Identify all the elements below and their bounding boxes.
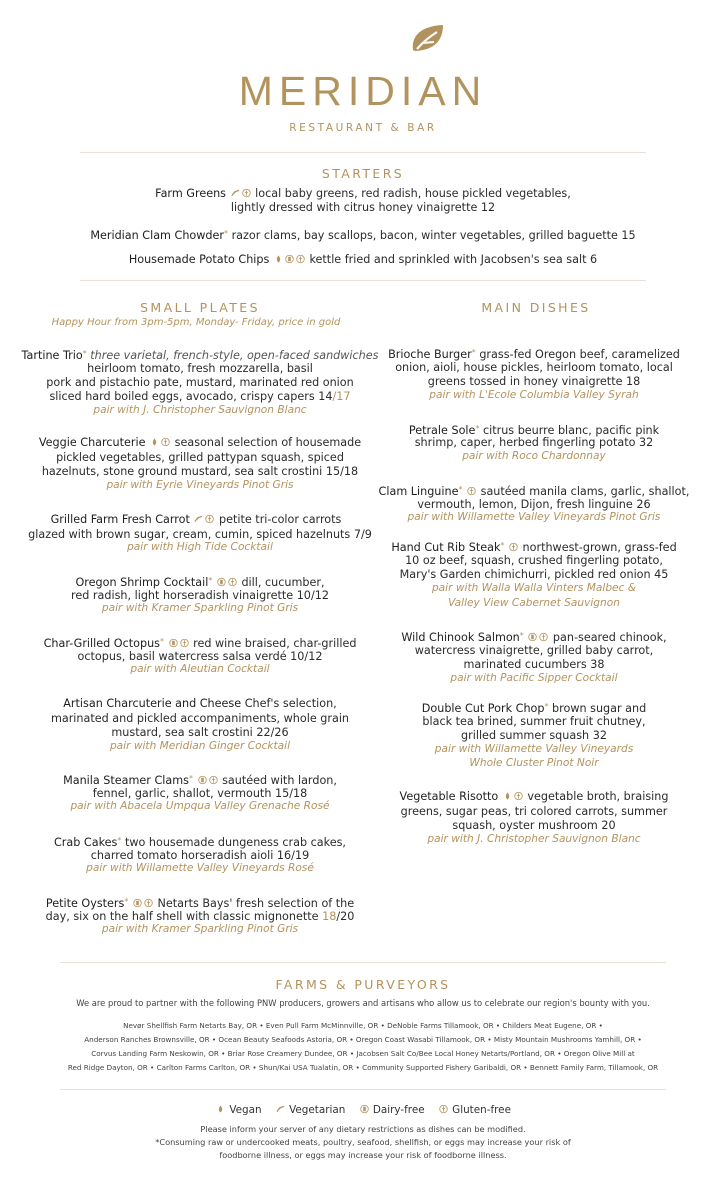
hh-price-value: 26 bbox=[274, 726, 289, 739]
restaurant-tagline: RESTAURANT & BAR bbox=[289, 122, 437, 134]
hh-price-value: 9 bbox=[364, 528, 372, 541]
farms-intro: We are proud to partner with the following PNW producers, growers and artisans who allow us to celebrate our region's bounty with you. bbox=[76, 998, 650, 1008]
dairy-free-icon bbox=[285, 254, 294, 264]
wine-pairing: pair with L'Ecole Columbia Valley Syrah bbox=[429, 389, 639, 401]
asterisk-mark: * bbox=[519, 631, 524, 640]
item-text: mustard, sea salt crostini bbox=[111, 726, 257, 739]
sprout-icon bbox=[194, 514, 203, 524]
item-name: Clam Linguine bbox=[378, 485, 459, 498]
item-description: heirloom tomato, fresh mozzarella, basil bbox=[87, 362, 313, 375]
main-dishes-heading: MAIN DISHES bbox=[481, 300, 591, 315]
item-name: Crab Cakes bbox=[54, 836, 118, 849]
gluten-free-icon bbox=[296, 254, 305, 264]
item-name: Artisan Charcuterie and Cheese bbox=[63, 697, 242, 710]
starters-heading: STARTERS bbox=[321, 166, 405, 181]
item-description: vegetable broth, braising bbox=[527, 790, 669, 803]
asterisk-mark: * bbox=[475, 424, 480, 433]
item-name: Manila Steamer Clams bbox=[63, 774, 189, 787]
asterisk-mark: * bbox=[160, 637, 164, 646]
dairy-free-icon bbox=[360, 1104, 369, 1114]
wine-pairing: Whole Cluster Pinot Noir bbox=[469, 757, 599, 769]
gluten-free-icon bbox=[439, 1104, 448, 1114]
hh-price-value: 18 bbox=[343, 465, 359, 478]
divider bbox=[60, 1089, 666, 1090]
farms-list: Red Ridge Dayton, OR • Carlton Farms Carlton, OR • Shun/Kai USA Tualatin, OR • Community Supported Fishery Garibaldi, OR • Bennett Family Farm, Tillamook, OR bbox=[67, 1063, 659, 1072]
wine-pairing: pair with High Tide Cocktail bbox=[127, 541, 273, 553]
hh-price-value: 20 bbox=[340, 910, 355, 923]
happy-hour-note: Happy Hour from 3pm-5pm, Monday- Friday, price in gold bbox=[51, 317, 341, 328]
wine-pairing: pair with Walla Walla Vinters Malbec & bbox=[431, 582, 637, 594]
gluten-free-icon bbox=[209, 775, 218, 785]
item-text: glazed with brown sugar, cream, cumin, spiced hazelnuts bbox=[28, 528, 354, 541]
wine-pairing: pair with Abacela Umpqua Valley Grenache Rosé bbox=[70, 800, 330, 812]
item-description: grass-fed Oregon beef, caramelized bbox=[479, 348, 680, 361]
item-description: black tea brined, summer fruit chutney, bbox=[422, 715, 646, 728]
price: 18 bbox=[322, 910, 337, 923]
item-description: glazed with brown sugar, cream, cumin, spiced hazelnuts 7/9 bbox=[28, 528, 372, 541]
item-description: fennel, garlic, shallot, vermouth 15/18 bbox=[92, 787, 308, 800]
legend-vegetarian: Vegetarian bbox=[289, 1104, 346, 1116]
gluten-free-icon bbox=[205, 514, 214, 524]
item-description: northwest-grown, grass-fed bbox=[522, 541, 677, 554]
item-name: Meridian Clam Chowder bbox=[90, 229, 224, 242]
asterisk-mark: * bbox=[544, 702, 549, 711]
price: 7 bbox=[353, 528, 361, 541]
item-description bbox=[0, 389, 400, 404]
gluten-free-icon bbox=[539, 632, 548, 642]
dietary-note: Please inform your server of any dietary restrictions as dishes can be modified. bbox=[200, 1124, 526, 1134]
vegan-icon bbox=[274, 254, 283, 264]
small-plate-veggie-charcuterie bbox=[0, 435, 400, 450]
main-vegetable-risotto bbox=[360, 789, 708, 804]
item-description: marinated and pickled accompaniments, whole grain bbox=[50, 712, 350, 725]
gluten-free-icon bbox=[514, 791, 523, 801]
item-description: octopus, basil watercress salsa verdé 10/12 bbox=[77, 650, 323, 663]
starter-farm-greens bbox=[0, 186, 726, 201]
item-name: Grilled Farm Fresh Carrot bbox=[50, 513, 190, 526]
item-name: Brioche Burger bbox=[388, 348, 472, 361]
item-description: petite tri-color carrots bbox=[219, 513, 342, 526]
asterisk-mark: * bbox=[188, 774, 193, 783]
item-description: Chef's selection, bbox=[244, 697, 337, 710]
price: 15 bbox=[274, 787, 290, 800]
item-text: fennel, garlic, shallot, vermouth bbox=[92, 787, 275, 800]
item-name: Petite Oysters bbox=[45, 897, 125, 910]
wine-pairing: pair with Roco Chardonnay bbox=[462, 450, 606, 462]
gluten-free-icon bbox=[242, 188, 251, 198]
item-text: charred tomato horseradish aioli bbox=[90, 849, 277, 862]
item-name: Farm Greens bbox=[155, 187, 226, 200]
hh-price: /17 bbox=[332, 390, 351, 403]
wine-pairing: pair with Willamette Valley Vineyards Pinot Gris bbox=[407, 511, 661, 523]
restaurant-name: MERIDIAN bbox=[238, 68, 488, 114]
item-name: Tartine Trio bbox=[21, 349, 83, 362]
wine-pairing: pair with Meridian Ginger Cocktail bbox=[109, 740, 291, 752]
item-description: greens tossed in honey vinaigrette 18 bbox=[427, 375, 641, 388]
item-description: Netarts Bays' fresh selection of the bbox=[157, 897, 355, 910]
divider bbox=[60, 962, 666, 963]
item-description: razor clams, bay scallops, bacon, winter vegetables, grilled baguette 15 bbox=[231, 229, 636, 242]
item-description: seasonal selection of housemade bbox=[174, 436, 362, 449]
gluten-free-icon bbox=[180, 638, 189, 648]
item-name: Petrale Sole bbox=[408, 424, 476, 437]
item-description: day, six on the half shell with classic mignonette 18/20 bbox=[45, 910, 355, 923]
legend-gluten-free: Gluten-free bbox=[452, 1104, 511, 1116]
item-name: Double Cut Pork Chop bbox=[421, 702, 545, 715]
price: 16 bbox=[276, 849, 292, 862]
dairy-free-icon bbox=[169, 638, 178, 648]
gluten-free-icon bbox=[161, 437, 170, 447]
item-description: pan-seared chinook, bbox=[552, 631, 667, 644]
gluten-free-icon bbox=[467, 486, 476, 496]
item-name: Char-Grilled Octopus bbox=[43, 637, 160, 650]
small-plate-charcuterie-cheese bbox=[0, 696, 400, 711]
sprout-icon bbox=[231, 188, 240, 198]
small-plate-carrot bbox=[0, 512, 392, 527]
vegan-icon bbox=[150, 437, 159, 447]
hh-price-value: 17 bbox=[336, 390, 351, 403]
asterisk-mark: * bbox=[208, 576, 213, 585]
consumption-warning: *Consuming raw or undercooked meats, poultry, seafood, shellfish, or eggs may increase your risk of bbox=[155, 1137, 571, 1147]
divider bbox=[80, 152, 646, 153]
item-description: citrus beurre blanc, pacific pink bbox=[482, 424, 660, 437]
farms-heading: FARMS & PURVEYORS bbox=[275, 977, 451, 992]
consumption-warning: foodborne illness, or eggs may increase your risk of foodborne illness. bbox=[219, 1150, 507, 1160]
wine-pairing: pair with Willamette Valley Vineyards bbox=[434, 743, 634, 755]
divider bbox=[80, 280, 646, 281]
starter-potato-chips bbox=[0, 252, 726, 267]
hh-price-value: 18 bbox=[293, 787, 308, 800]
wine-pairing: pair with Eyrie Vineyards Pinot Gris bbox=[106, 479, 294, 491]
item-name: Vegetable Risotto bbox=[399, 790, 499, 803]
gluten-free-icon bbox=[509, 542, 518, 552]
price: 14 bbox=[318, 390, 333, 403]
item-description: sautéed manila clams, garlic, shallot, bbox=[480, 485, 690, 498]
item-description: three varietal, french-style, open-faced sandwiches bbox=[90, 349, 379, 362]
vegan-icon bbox=[216, 1104, 225, 1114]
small-plates-heading: SMALL PLATES bbox=[140, 300, 260, 315]
item-description: pickled vegetables, grilled pattypan squash, spiced bbox=[56, 451, 344, 464]
item-description: pork and pistachio pate, mustard, marinated red onion bbox=[46, 376, 354, 389]
item-name: Veggie Charcuterie bbox=[38, 436, 146, 449]
wine-pairing: pair with J. Christopher Sauvignon Blanc bbox=[93, 404, 307, 416]
item-description: hazelnuts, stone ground mustard, sea salt crostini 15/18 bbox=[41, 465, 359, 478]
price: 10 bbox=[296, 589, 311, 602]
farms-list: Corvus Landing Farm Neskowin, OR • Briar Rose Creamery Dundee, OR • Jacobsen Salt Co/Bee Local Honey Netarts/Portland, OR • Oregon Olive Mill at bbox=[91, 1049, 635, 1058]
wine-pairing: pair with Aleutian Cocktail bbox=[130, 663, 270, 675]
item-description: red wine braised, char-grilled bbox=[193, 637, 357, 650]
item-description: local baby greens, red radish, house pickled vegetables, bbox=[255, 187, 571, 200]
item-description: shrimp, caper, herbed fingerling potato 32 bbox=[414, 436, 654, 449]
item-text: octopus, basil watercress salsa verdé bbox=[77, 650, 291, 663]
legend-vegan: Vegan bbox=[229, 1104, 262, 1116]
item-name: Hand Cut Rib Steak bbox=[391, 541, 501, 554]
asterisk-mark: * bbox=[82, 349, 87, 358]
dietary-legend bbox=[0, 1104, 726, 1116]
starter-clam-chowder bbox=[0, 226, 726, 243]
item-description: sautéed with lardon, bbox=[222, 774, 337, 787]
wine-pairing: pair with Willamette Valley Vineyards Rosé bbox=[86, 862, 314, 874]
item-description: onion, aioli, house pickles, heirloom tomato, local bbox=[395, 361, 673, 374]
dairy-free-icon bbox=[133, 898, 142, 908]
asterisk-mark: * bbox=[124, 897, 129, 906]
hh-price-value: 12 bbox=[308, 650, 323, 663]
dairy-free-icon bbox=[528, 632, 537, 642]
hh-price-value: 12 bbox=[314, 589, 329, 602]
wine-pairing: pair with Kramer Sparkling Pinot Gris bbox=[101, 602, 299, 614]
hh-price-value: 19 bbox=[294, 849, 310, 862]
price: 15 bbox=[325, 465, 341, 478]
legend-dairy-free: Dairy-free bbox=[372, 1104, 425, 1116]
gluten-free-icon bbox=[144, 898, 153, 908]
item-description: Mary's Garden chimichurri, pickled red onion 45 bbox=[399, 568, 669, 581]
dairy-free-icon bbox=[217, 577, 226, 587]
wine-pairing: pair with Pacific Sipper Cocktail bbox=[450, 672, 618, 684]
item-name: Housemade Potato Chips bbox=[128, 253, 270, 266]
asterisk-mark: * bbox=[117, 836, 122, 845]
item-description: greens, sugar peas, tri colored carrots, summer bbox=[400, 805, 668, 818]
item-description: 10 oz beef, squash, crushed fingerling potato, bbox=[405, 554, 663, 567]
wine-pairing: pair with J. Christopher Sauvignon Blanc bbox=[427, 833, 641, 845]
item-description: mustard, sea salt crostini 22/26 bbox=[111, 726, 289, 739]
item-description: marinated cucumbers 38 bbox=[463, 658, 605, 671]
asterisk-mark: * bbox=[224, 229, 228, 238]
asterisk-mark: * bbox=[458, 485, 463, 494]
gluten-free-icon bbox=[228, 577, 237, 587]
item-description: vermouth, lemon, Dijon, fresh linguine 26 bbox=[417, 498, 651, 511]
item-description: dill, cucumber, bbox=[241, 576, 325, 589]
asterisk-mark: * bbox=[500, 541, 505, 550]
item-description: watercress vinaigrette, grilled baby carrot, bbox=[414, 644, 654, 657]
leaf-logo-icon bbox=[407, 22, 447, 54]
farms-list: Nevør Shellfish Farm Netarts Bay, OR • Even Pull Farm McMinnville, OR • DeNoble Farms Tillamook, OR • Childers Meat Eugene, OR • bbox=[123, 1021, 603, 1030]
item-name: Wild Chinook Salmon bbox=[401, 631, 520, 644]
item-description: charred tomato horseradish aioli 16/19 bbox=[90, 849, 310, 862]
item-description: red radish, light horseradish vinaigrette 10/12 bbox=[71, 589, 329, 602]
item-text: sliced hard boiled eggs, avocado, crispy capers bbox=[49, 390, 319, 403]
dairy-free-icon bbox=[198, 775, 207, 785]
item-description: grilled summer squash 32 bbox=[461, 729, 607, 742]
asterisk-mark: * bbox=[471, 348, 476, 357]
item-text: hazelnuts, stone ground mustard, sea salt crostini bbox=[41, 465, 326, 478]
item-text: red radish, light horseradish vinaigrette bbox=[71, 589, 297, 602]
vegan-icon bbox=[503, 791, 512, 801]
price: 22 bbox=[256, 726, 271, 739]
sprout-icon bbox=[276, 1104, 285, 1114]
farms-list: Anderson Ranches Brownsville, OR • Ocean Beauty Seafoods Astoria, OR • Oregon Coast Wasabi Tillamook, OR • Misty Mountain Mushrooms Yamhill, OR • bbox=[84, 1035, 642, 1044]
item-description: squash, oyster mushroom 20 bbox=[452, 819, 616, 832]
price: 10 bbox=[290, 650, 305, 663]
item-description: lightly dressed with citrus honey vinaigrette 12 bbox=[230, 201, 496, 214]
wine-pairing: Valley View Cabernet Sauvignon bbox=[448, 597, 620, 609]
item-name: Oregon Shrimp Cocktail bbox=[75, 576, 209, 589]
item-description: two housemade dungeness crab cakes, bbox=[124, 836, 346, 849]
wine-pairing: pair with Kramer Sparkling Pinot Gris bbox=[101, 923, 299, 935]
item-text: day, six on the half shell with classic mignonette bbox=[45, 910, 323, 923]
item-description: brown sugar and bbox=[552, 702, 647, 715]
item-description: kettle fried and sprinkled with Jacobsen's sea salt 6 bbox=[309, 253, 598, 266]
